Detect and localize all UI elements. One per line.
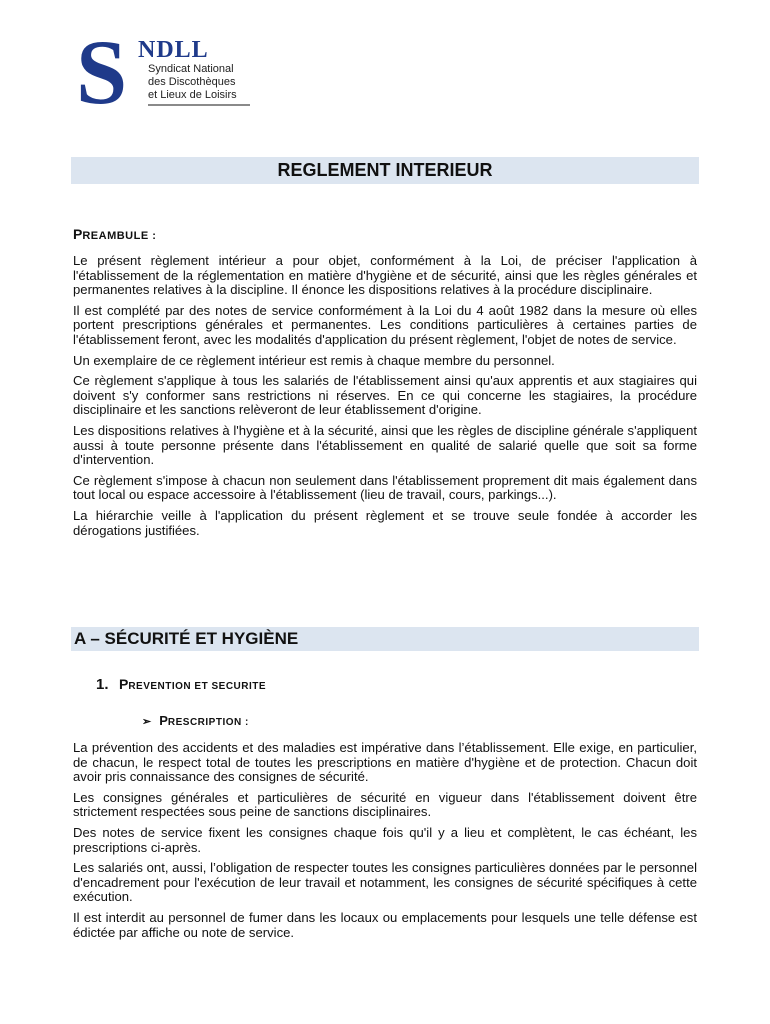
logo-line-2: des Discothèques <box>148 76 236 88</box>
logo-line-1: Syndicat National <box>148 63 234 75</box>
document-title-bar <box>71 157 699 184</box>
prescription-heading <box>142 712 249 730</box>
prescription-paragraph: Il est interdit au personnel de fumer dans les locaux ou emplacements pour lesquels une telle défense est édictée par affiche ou note de service. <box>73 909 697 940</box>
preamble-paragraph: Les dispositions relatives à l'hygiène et à la sécurité, ainsi que les règles de discipline générale s'appliquent aussi à toute personne présente dans l'établissement en qualité de salarié quelle que soit sa forme d'intervention. <box>73 422 697 468</box>
logo-underline <box>148 104 250 106</box>
prescription-paragraph: Les salariés ont, aussi, l’obligation de respecter toutes les consignes particulières données par le personnel d'encadrement pour l'exécution de leur travail et notamment, les consignes de sécurité spécifiques à cette exécution. <box>73 860 697 905</box>
subsection-1-rest: REVENTION ET SECURITE <box>128 681 267 692</box>
preamble-paragraph: Le présent règlement intérieur a pour objet, conformément à la Loi, de préciser l'application à l'établissement de la réglementation en matière d'hygiène et de sécurité, ainsi que les règles générales et permanentes relatives à la discipline. Il énonce les dispositions relatives à la procédure disciplinaire. <box>73 253 697 298</box>
preamble-paragraph: Il est complété par des notes de service conformément à la Loi du 4 août 1982 dans la mesure où elles portent prescriptions générales et permanentes. Les conditions particulières à certaines parties de l'établissement feront, avec les modalités d'application du présent règlement, l'objet de notes de service. <box>73 302 697 347</box>
logo-brand: NDLL <box>138 37 209 63</box>
prescription-paragraph: Les consignes générales et particulières de sécurité en vigueur dans l'établissement doivent être strictement respectées sous peine de sanctions disciplinaires. <box>73 789 697 820</box>
preamble-paragraph: Ce règlement s'impose à chacun non seulement dans l'établissement proprement dit mais également dans tout local ou espace accessoire à l'établissement (lieu de travail, cours, parkings...). <box>73 472 697 503</box>
preamble-paragraph: Un exemplaire de ce règlement intérieur est remis à chaque membre du personnel. <box>73 352 555 368</box>
prescription-body <box>73 741 697 946</box>
logo-subtitle <box>148 63 237 102</box>
preamble-paragraph: La hiérarchie veille à l'application du présent règlement et se trouve seule fondée à accorder les dérogations justifiées. <box>73 507 697 538</box>
prescription-paragraph: Des notes de service fixent les consignes chaque fois qu'il y a lieu et complètent, le cas échéant, les prescriptions ci-après. <box>73 824 697 855</box>
preamble-body <box>73 254 697 544</box>
prescription-rest: RESCRIPTION : <box>167 717 249 728</box>
preamble-paragraph: Ce règlement s'applique à tous les salariés de l'établissement ainsi qu'aux apprentis et aux stagiaires qui doivent s'y conformer sans restrictions ni réserves. En ce qui concerne les stagiaires, la procédure disciplinaire et les sanctions relèveront de leur établissement d'origine. <box>73 373 697 418</box>
document-title: REGLEMENT INTERIEUR <box>277 160 493 180</box>
section-a-title: A – SÉCURITÉ ET HYGIÈNE <box>74 629 299 648</box>
logo-line-3: et Lieux de Loisirs <box>148 89 237 101</box>
logo-s-letter: S <box>76 21 128 123</box>
section-a-bar <box>71 627 699 651</box>
sndll-logo <box>76 21 256 123</box>
arrow-bullet-icon: ➢ <box>142 716 152 728</box>
subsection-1-number: 1. <box>96 676 109 693</box>
subsection-1-heading <box>96 676 266 694</box>
prescription-paragraph: La prévention des accidents et des maladies est impérative dans l’établissement. Elle exige, en particulier, de chacun, le respect total de toutes les prescriptions en matière d'hygiène et de protection. Chacun doit avoir pris connaissance des consignes de sécurité. <box>73 740 697 785</box>
prescription-initial: P <box>159 713 168 728</box>
subsection-1-initial: P <box>118 676 129 692</box>
preamble-heading-initial: P <box>73 226 83 242</box>
preamble-heading-rest: REAMBULE : <box>82 230 157 242</box>
preamble-heading <box>73 226 156 242</box>
